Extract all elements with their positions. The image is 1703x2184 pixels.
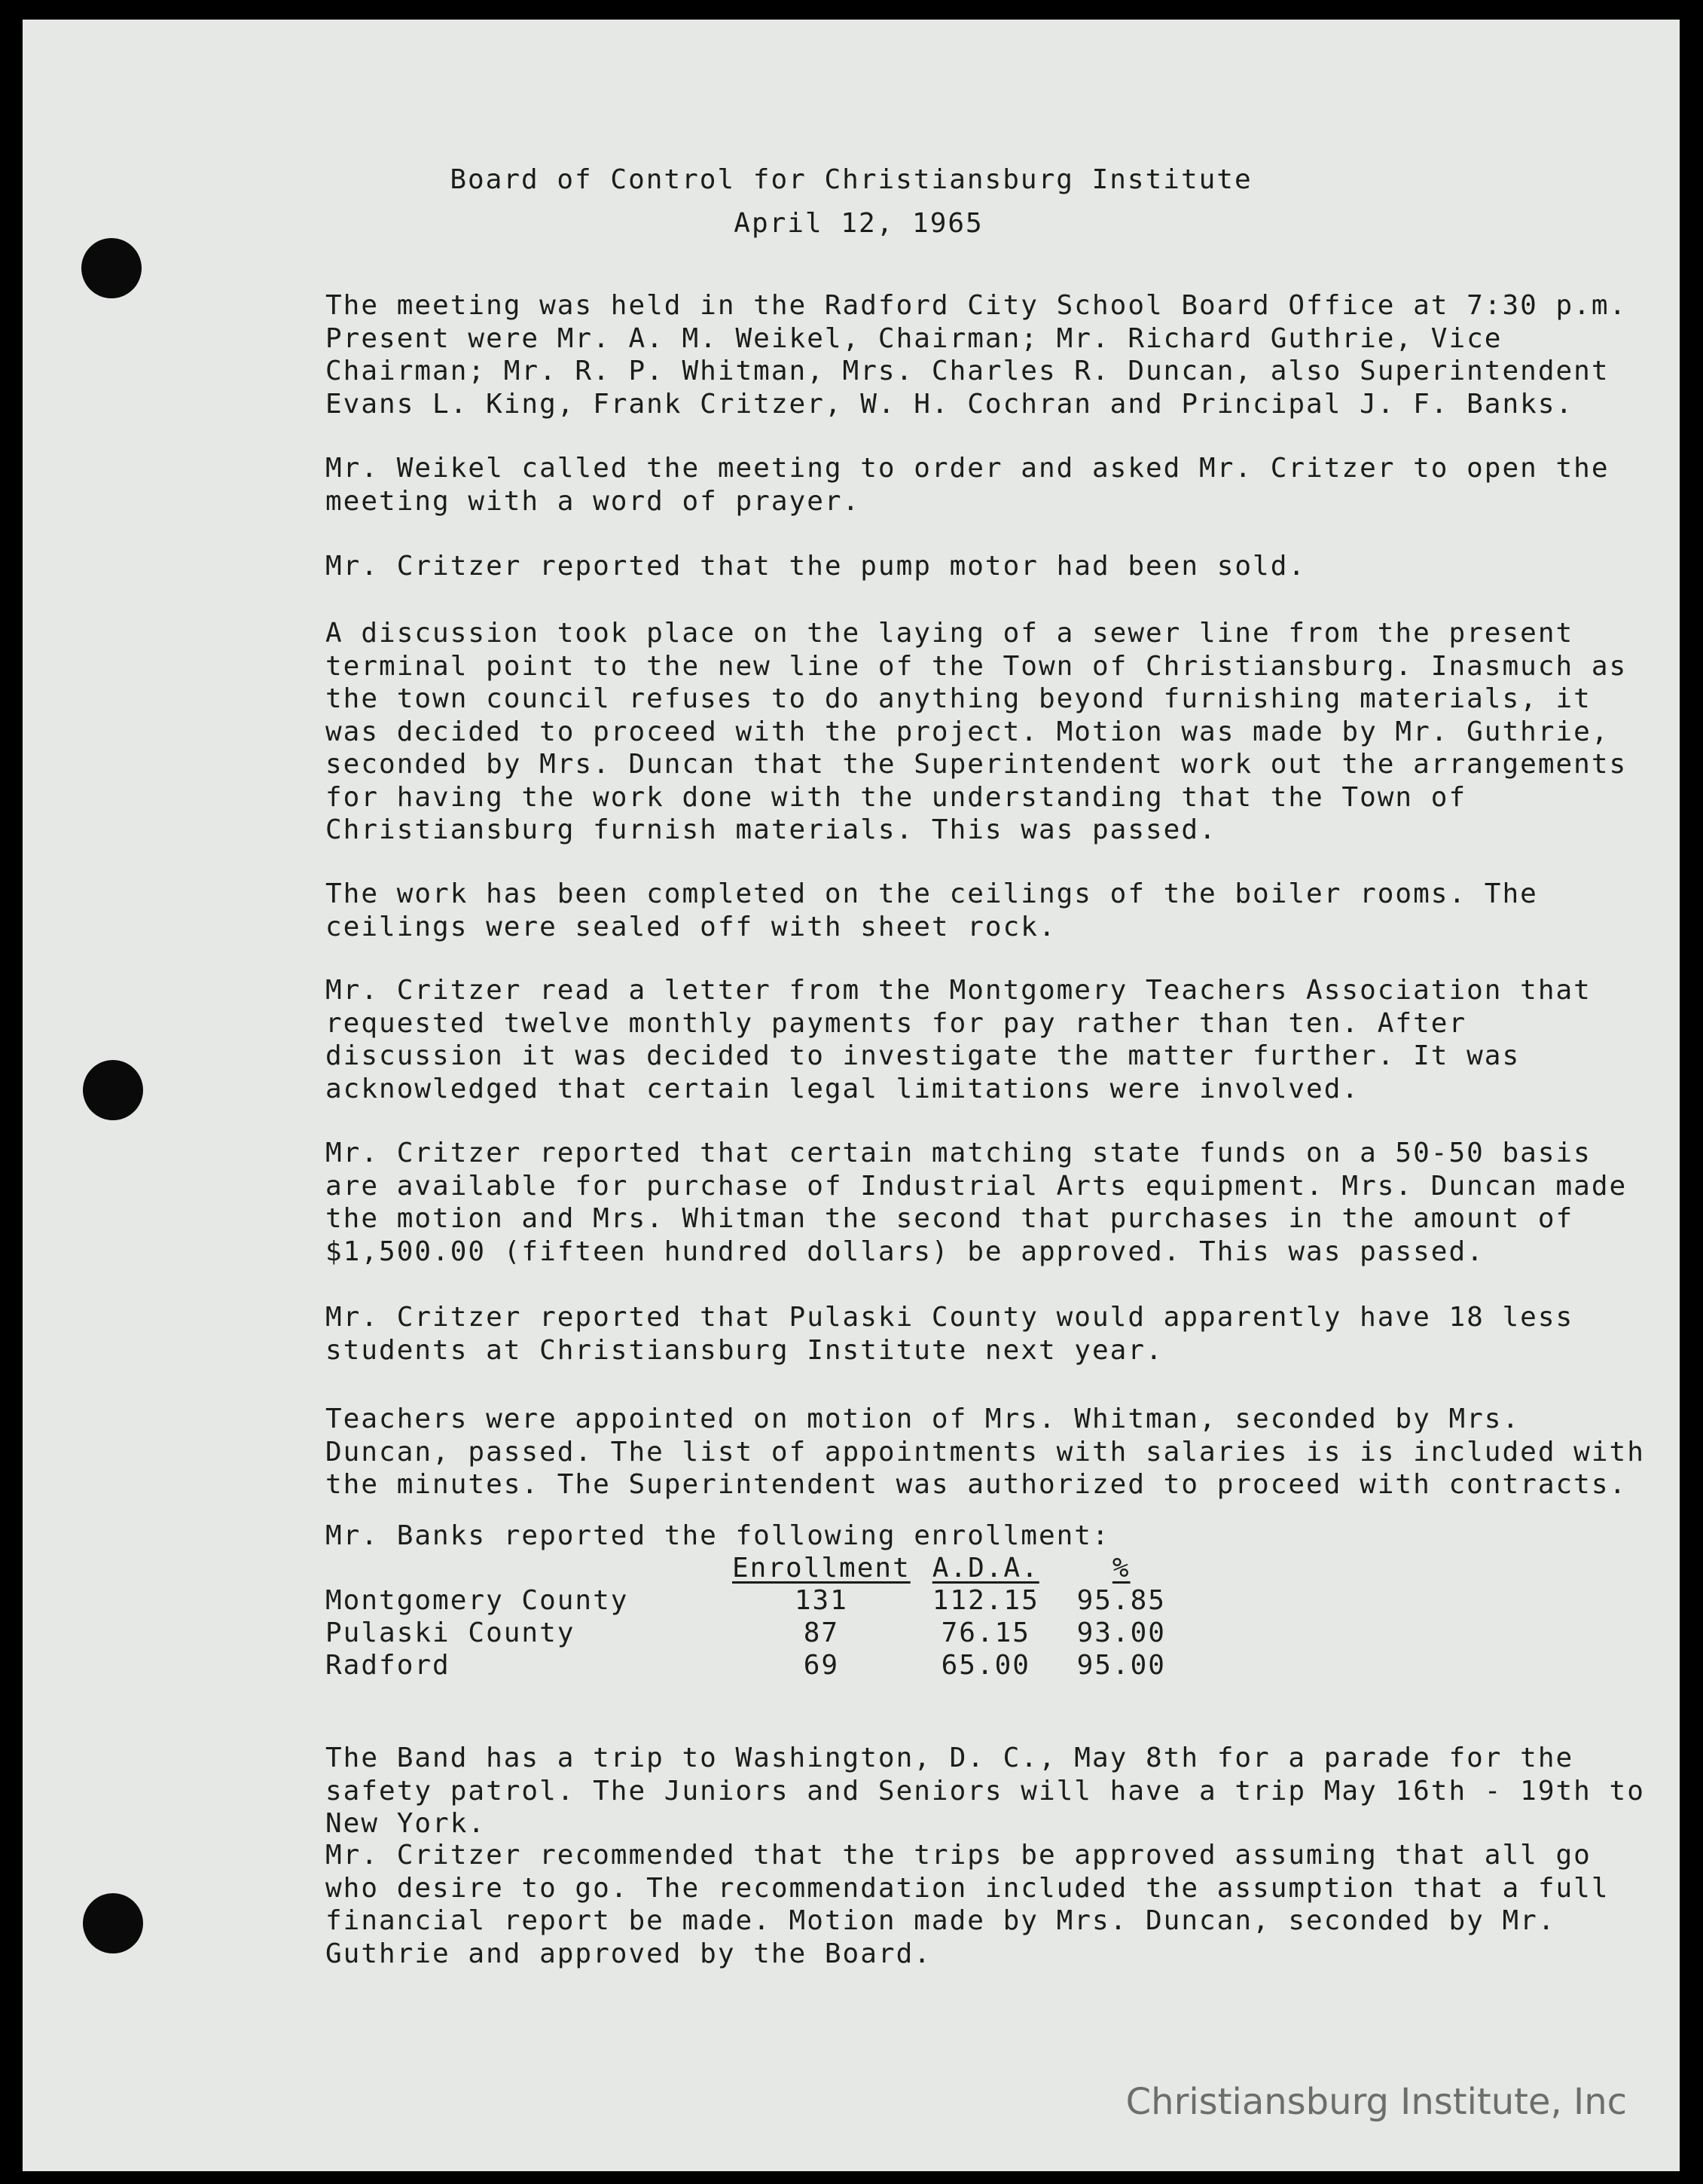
ada-header: A.D.A. (932, 1553, 1039, 1584)
paragraph-attendance: The meeting was held in the Radford City School Board Office at 7:30 p.m. Present were Mr. A. M. Weikel, Chairman; Mr. Richard Guthrie, Vice Chairman; Mr. R. P. Whitman, Mrs. Charles R. Duncan, also Superintendent Evans L. King, Frank Critzer, W. H. Cochran and Principal J. F. Banks. (325, 290, 1628, 420)
ada-cell: 76.15 (941, 1617, 1030, 1648)
table-header-row (325, 1552, 1182, 1584)
paragraph-enrollment-intro: Mr. Banks reported the following enrollment: (325, 1520, 1110, 1551)
county-header (325, 1552, 732, 1584)
punch-hole-middle (83, 1060, 143, 1120)
punch-hole-top (81, 238, 142, 298)
ada-cell: 112.15 (932, 1585, 1039, 1616)
percent-cell: 95.85 (1076, 1585, 1166, 1616)
county-cell: Radford (325, 1650, 450, 1681)
enrollment-cell: 69 (803, 1650, 840, 1681)
document-title: Board of Control for Christiansburg Institute (450, 164, 1253, 195)
table-row (325, 1649, 1182, 1682)
paragraph-pump-motor: Mr. Critzer reported that the pump motor had been sold. (325, 551, 1307, 582)
percent-cell: 93.00 (1076, 1617, 1166, 1648)
enrollment-table (325, 1552, 1182, 1682)
county-cell: Pulaski County (325, 1617, 575, 1648)
paragraph-boiler-rooms: The work has been completed on the ceilings of the boiler rooms. The ceilings were sealed off with sheet rock. (325, 878, 1538, 942)
watermark-text: Christiansburg Institute, Inc (1125, 2081, 1627, 2123)
table-row (325, 1617, 1182, 1649)
document-page (23, 20, 1680, 2171)
ada-cell: 65.00 (941, 1650, 1030, 1681)
percent-cell: 95.00 (1076, 1650, 1166, 1681)
paragraph-band-trip: The Band has a trip to Washington, D. C., May 8th for a parade for the safety patrol. The Juniors and Seniors will have a trip May 16th - 19th to New York. (325, 1743, 1645, 1839)
paragraph-sewer-line: A discussion took place on the laying of a sewer line from the present terminal point to the new line of the Town of Christiansburg. Inasmuch as the town council refuses to do anything beyond furnishing materials, it was decided to proceed with the project. Motion was made by Mr. Guthrie, seconded by Mrs. Duncan that the Superintendent work out the arrangements for having the work done with the understanding that the Town of Christiansburg furnish materials. This was passed. (325, 618, 1628, 845)
percent-header: % (1112, 1553, 1131, 1584)
paragraph-call-to-order: Mr. Weikel called the meeting to order and asked Mr. Critzer to open the meeting with a word of prayer. (325, 453, 1610, 517)
punch-hole-bottom (83, 1893, 143, 1953)
table-row (325, 1584, 1182, 1617)
enrollment-cell: 87 (803, 1617, 840, 1648)
county-cell: Montgomery County (325, 1585, 629, 1616)
paragraph-teachers-association: Mr. Critzer read a letter from the Montgomery Teachers Association that requested twelve monthly payments for pay rather than ten. After discussion it was decided to investigate the matter further. It was acknowledged that certain legal limitations were involved. (325, 975, 1592, 1104)
paragraph-industrial-arts: Mr. Critzer reported that certain matching state funds on a 50-50 basis are available for purchase of Industrial Arts equipment. Mrs. Duncan made the motion and Mrs. Whitman the second that purchases in the amount of $1,500.00 (fifteen hundred dollars) be approved. This was passed. (325, 1138, 1628, 1267)
paragraph-pulaski-students: Mr. Critzer reported that Pulaski County would apparently have 18 less students at Christiansburg Institute next year. (325, 1302, 1574, 1366)
document-date: April 12, 1965 (734, 208, 984, 239)
enrollment-header: Enrollment (732, 1553, 911, 1584)
paragraph-trip-approval: Mr. Critzer recommended that the trips be approved assuming that all go who desire to go. The recommendation included the assumption that a full financial report be made. Motion made by Mrs. Duncan, seconded by Mr. Guthrie and approved by the Board. (325, 1840, 1610, 1969)
paragraph-teacher-appointments: Teachers were appointed on motion of Mrs. Whitman, seconded by Mrs. Duncan, passed. The list of appointments with salaries is is included with the minutes. The Superintendent was authorized to proceed with contracts. (325, 1404, 1645, 1500)
enrollment-cell: 131 (794, 1585, 848, 1616)
